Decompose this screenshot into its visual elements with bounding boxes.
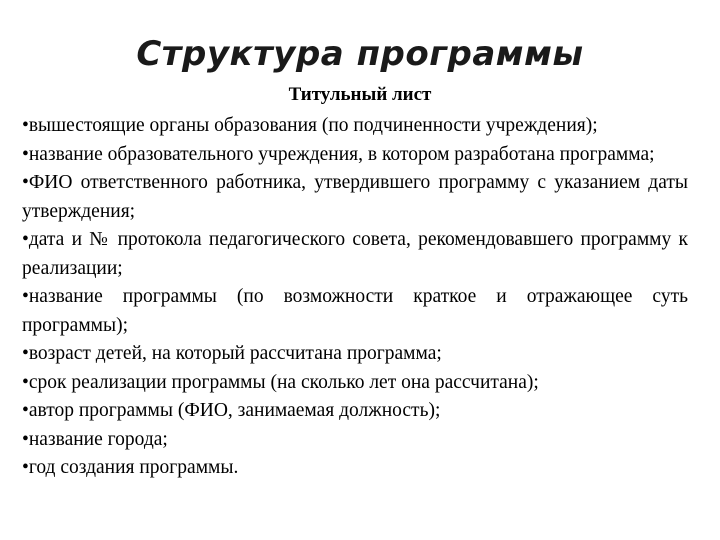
list-item-text: автор программы (ФИО, занимаемая должность); — [28, 400, 441, 421]
list-item — [22, 141, 688, 170]
bullet-marker: • — [22, 115, 29, 136]
list-item — [22, 226, 688, 283]
bullet-marker: • — [22, 343, 29, 364]
bullet-marker: • — [22, 229, 29, 250]
list-item — [22, 397, 688, 426]
list-item-text: вышестоящие органы образования (по подчиненности учреждения); — [28, 115, 598, 136]
bullet-marker: • — [22, 286, 29, 307]
bullet-marker: • — [22, 428, 29, 450]
list-item — [22, 340, 688, 369]
list-item — [22, 169, 688, 226]
list-item-text: ФИО ответственного работника, утвердившего программу с указанием даты утверждения; — [22, 172, 688, 222]
list-item — [22, 283, 688, 340]
list-item-text: срок реализации программы (на сколько лет она рассчитана); — [28, 371, 539, 393]
bullet-marker: • — [22, 457, 29, 478]
list-item-text: название города; — [28, 428, 168, 450]
list-item-text: дата и № протокола педагогического совета, рекомендовавшего программу к реализации; — [22, 229, 688, 279]
section-subtitle: Титульный лист — [288, 84, 432, 105]
list-item-text: возраст детей, на который рассчитана программа; — [28, 343, 442, 364]
bullet-marker: • — [22, 143, 29, 165]
list-item — [22, 426, 688, 455]
bullet-marker: • — [22, 371, 29, 393]
list-item-text: название образовательного учреждения, в котором разработана программа; — [28, 143, 655, 165]
list-item-text: название программы (по возможности краткое и отражающее суть программы); — [22, 286, 688, 336]
list-item — [22, 112, 688, 141]
list-item — [22, 454, 688, 483]
bullet-marker: • — [22, 172, 29, 193]
bullet-list — [22, 112, 688, 483]
slide-title: Структура программы — [136, 34, 584, 74]
list-item — [22, 369, 688, 398]
bullet-marker: • — [22, 400, 29, 421]
list-item-text: год создания программы. — [28, 457, 239, 478]
